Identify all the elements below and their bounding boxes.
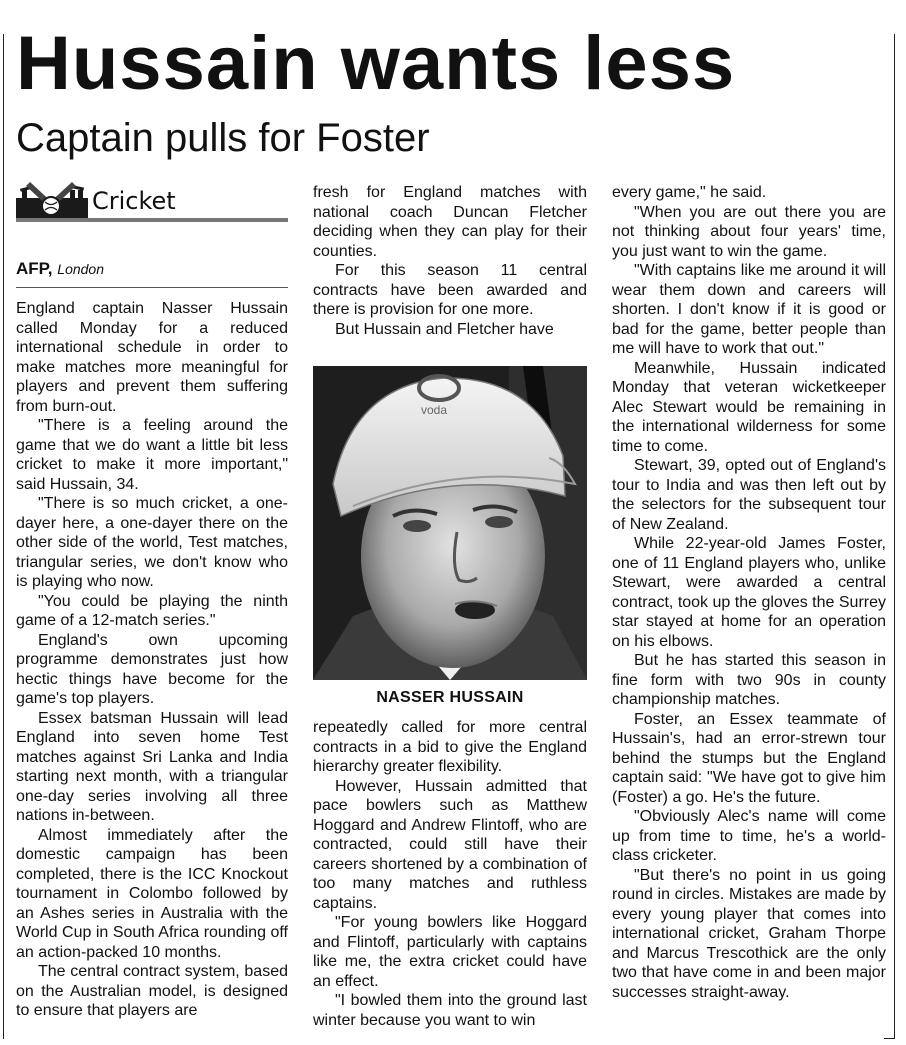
paragraph: However, Hussain admitted that pace bowlers such as Matthew Hoggard and Andrew Flintoff, who are contracted, could still have their careers shortened by a combination of too many matches and ruthless captains.	[313, 777, 587, 912]
byline-place: London	[57, 261, 104, 277]
section-tag	[16, 180, 288, 224]
paragraph: "When you are out there you are not thinking about four years' time, you just want to win the game.	[612, 203, 886, 260]
page-border-left	[3, 34, 4, 1039]
byline-divider	[16, 287, 288, 288]
byline-agency: AFP,	[16, 259, 53, 278]
paragraph: "You could be playing the ninth game of a 12-match series."	[16, 592, 288, 629]
section-label: Cricket	[92, 187, 176, 215]
paragraph: But Hussain and Fletcher have	[335, 320, 554, 338]
cricket-bat-ball-stumps-icon	[16, 180, 88, 218]
paragraph: England's own upcoming programme demonstrates just how hectic things have become for the game's top players.	[16, 631, 288, 707]
paragraph: England captain Nasser Hussain called Monday for a reduced international schedule in order to make matches more meaningful for players and prevent them suffering from burn-out.	[16, 300, 288, 415]
paragraph: "There is a feeling around the game that we do want a little bit less cricket to make it more important," said Hussain, 34.	[16, 417, 288, 493]
paragraph: Essex batsman Hussain will lead England into seven home Test matches against Sri Lanka and India starting next month, with a triangular one-day series involving all three nations in-between.	[16, 709, 288, 824]
article-column-2-top	[313, 183, 587, 339]
paragraph: "Obviously Alec's name will come up from time to time, he's a world-class cricketer.	[612, 808, 886, 864]
section-underline	[16, 218, 288, 222]
paragraph: every game," he said.	[612, 184, 767, 201]
paragraph: "With captains like me around it will wear them down and careers will shorten. I don't know if it is good or bad for the game, better people than me will have to work that out."	[612, 262, 886, 357]
paragraph: Meanwhile, Hussain indicated Monday that veteran wicketkeeper Alec Stewart would be remaining in the international wilderness for some time to come.	[612, 359, 886, 455]
headline: Hussain wants less	[16, 21, 736, 106]
article-column-2-bottom	[313, 718, 587, 1030]
portrait-photo	[313, 366, 587, 680]
paragraph: "For young bowlers like Hoggard and Flintoff, particularly with captains like me, the extra cricket could have an effect.	[313, 914, 587, 990]
paragraph: The central contract system, based on the Australian model, is designed to ensure that players are	[16, 963, 288, 1019]
page-border-right	[894, 34, 895, 1039]
article-column-1	[16, 299, 288, 1021]
paragraph: While 22-year-old James Foster, one of 11 England players who, unlike Stewart, were awarded a central contract, took up the gloves the Surrey star stayed at home for an operation on his elbows.	[612, 535, 886, 650]
paragraph: "There is so much cricket, a one-dayer here, a one-dayer there on the other side of the world, Test matches, triangular series, we don't know who is playing who now.	[16, 495, 288, 590]
article-column-3	[612, 183, 886, 1002]
paragraph: But he has started this season in fine form with two 90s in county championship matches.	[612, 652, 886, 708]
page-border-corner	[884, 1038, 895, 1039]
news-photo	[313, 366, 587, 680]
photo-caption: NASSER HUSSAIN	[376, 689, 524, 706]
paragraph: repeatedly called for more central contracts in a bid to give the England hierarchy greater flexibility.	[313, 719, 587, 775]
paragraph: Foster, an Essex teammate of Hussain's, had an error-strewn tour behind the stumps but the England captain said: "We have got to give him (Foster) a go. He's the future.	[612, 710, 886, 806]
paragraph: Stewart, 39, opted out of England's tour to India and was then left out by the selectors for the subsequent tour of New Zealand.	[612, 457, 886, 533]
paragraph: Almost immediately after the domestic campaign has been completed, there is the ICC Knockout tournament in Colombo followed by an Ashes series in Australia with the World Cup in South Africa rounding off an action-packed 10 months.	[16, 826, 288, 961]
paragraph: fresh for England matches with national coach Duncan Fletcher deciding when they can play for their counties.	[313, 184, 587, 260]
cap-logo-text: voda	[421, 403, 448, 417]
paragraph: "But there's no point in us going round in circles. Mistakes are made by every young player that comes into international cricket, Graham Thorpe and Marcus Trescothick are the only two that have come in and been major successes straight-away.	[612, 866, 886, 1001]
subheadline: Captain pulls for Foster	[16, 116, 430, 160]
paragraph: For this season 11 central contracts have been awarded and there is provision for one more.	[313, 262, 587, 318]
paragraph: "I bowled them into the ground last winter because you want to win	[313, 992, 587, 1029]
byline	[16, 258, 104, 280]
